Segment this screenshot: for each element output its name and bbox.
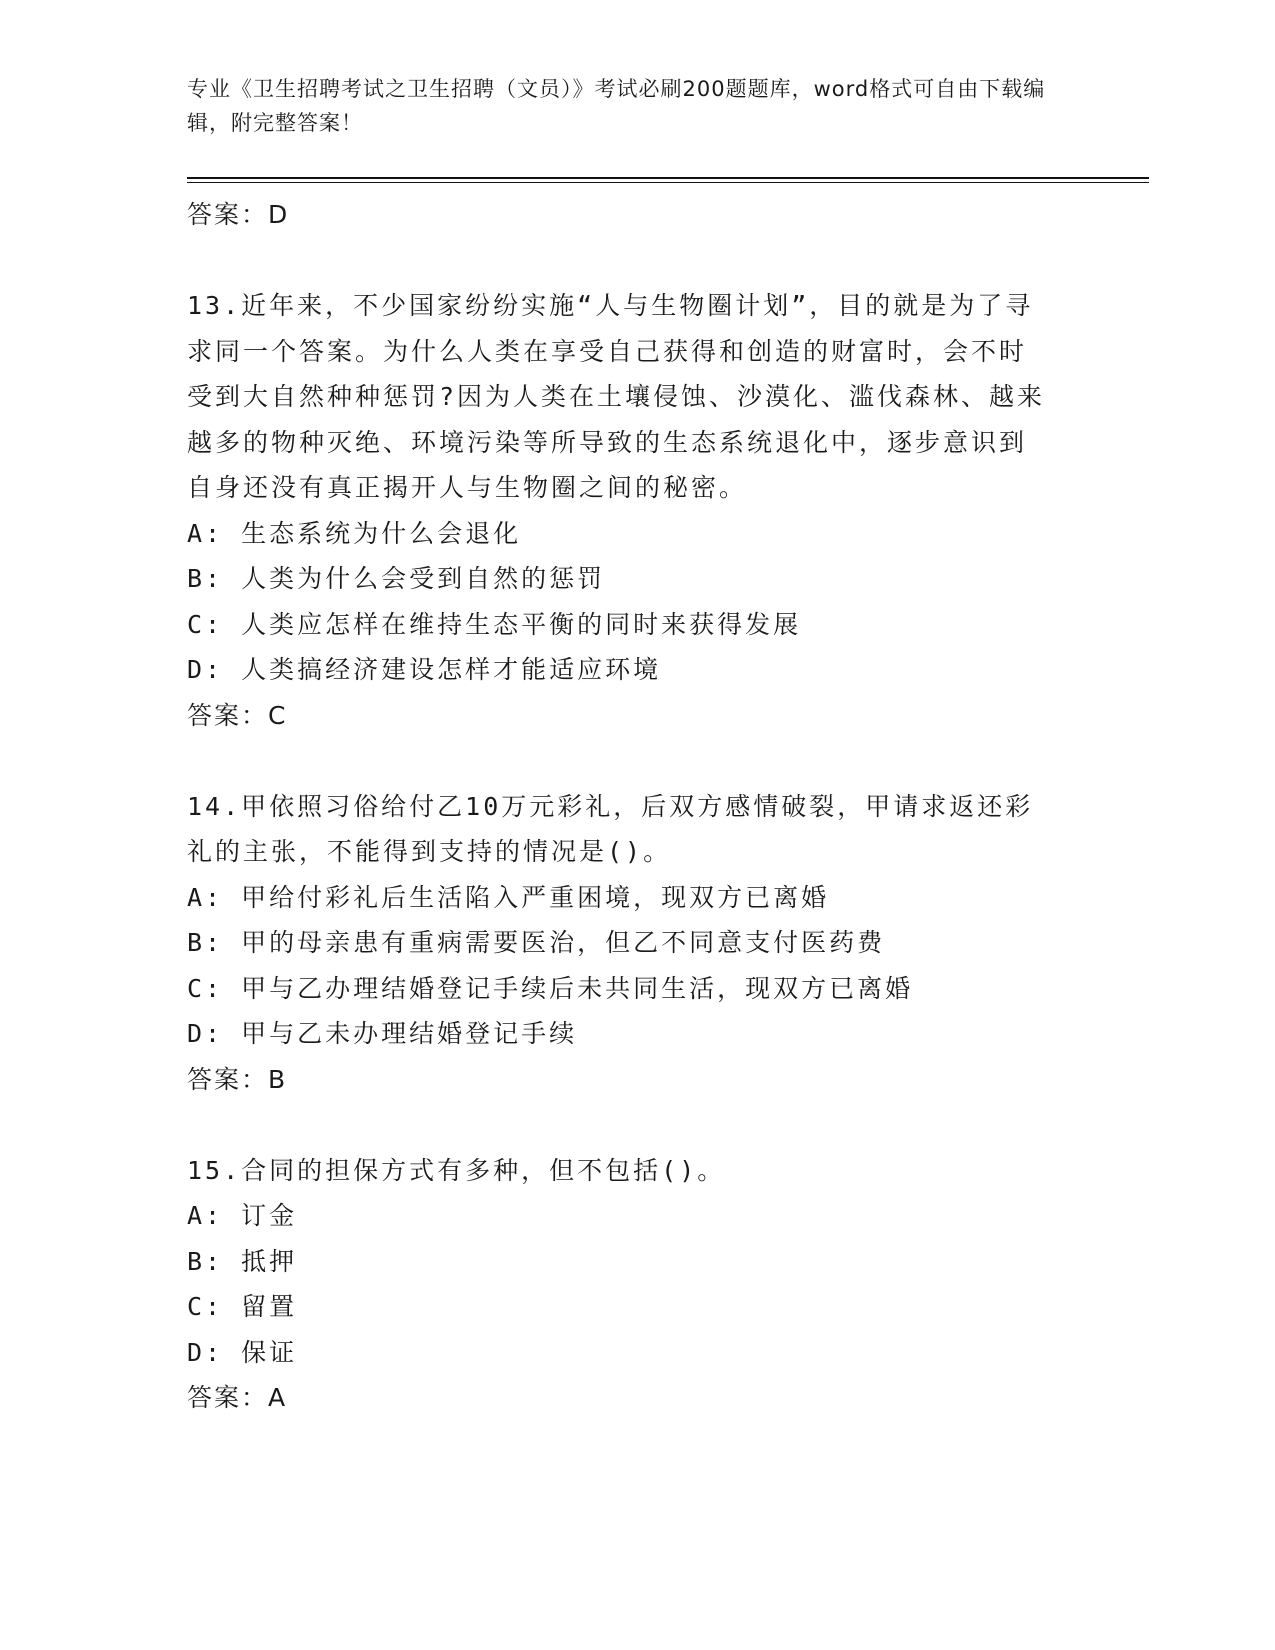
option-c: C: 人类应怎样在维持生态平衡的同时来获得发展 [187, 609, 802, 639]
answer-line: 答案：D [187, 200, 290, 229]
question-13 [187, 283, 1087, 738]
option-a: A: 生态系统为什么会退化 [187, 518, 522, 548]
answer-line: 答案：A [187, 1383, 288, 1412]
question-list [187, 192, 1087, 1421]
answer-line: 答案：C [187, 700, 288, 730]
question-stem-line: 受到大自然种种惩罚?因为人类在土壤侵蚀、沙漠化、滥伐森林、越来 [187, 382, 1046, 411]
question-15 [187, 1148, 1087, 1421]
answer-line: 答案：B [187, 1064, 288, 1094]
question-stem-line: 自身还没有真正揭开人与生物圈之间的秘密。 [187, 473, 748, 502]
question-stem-line: 14.甲依照习俗给付乙10万元彩礼，后双方感情破裂，甲请求返还彩 [187, 791, 1034, 821]
option-b: B: 抵押 [187, 1246, 298, 1276]
option-d: D: 保证 [187, 1337, 298, 1367]
header-divider-thin [187, 182, 1149, 183]
option-b: B: 人类为什么会受到自然的惩罚 [187, 564, 606, 593]
spacer [187, 738, 1087, 784]
option-d: D: 人类搞经济建设怎样才能适应环境 [187, 655, 662, 684]
spacer [187, 238, 1087, 284]
spacer [187, 1102, 1087, 1148]
option-d: D: 甲与乙未办理结婚登记手续 [187, 1019, 578, 1048]
question-14 [187, 784, 1087, 1103]
option-a: A: 甲给付彩礼后生活陷入严重困境，现双方已离婚 [187, 882, 830, 912]
question-stem-line: 求同一个答案。为什么人类在享受自己获得和创造的财富时，会不时 [187, 336, 1028, 366]
option-c: C: 留置 [187, 1292, 298, 1321]
question-stem-line: 礼的主张，不能得到支持的情况是()。 [187, 837, 672, 866]
header-divider-thick [187, 177, 1149, 179]
question-stem-line: 13.近年来，不少国家纷纷实施“人与生物圈计划”，目的就是为了寻 [187, 291, 1034, 320]
option-b: B: 甲的母亲患有重病需要医治，但乙不同意支付医药费 [187, 928, 886, 957]
option-c: C: 甲与乙办理结婚登记手续后未共同生活，现双方已离婚 [187, 973, 914, 1003]
document-header: 专业《卫生招聘考试之卫生招聘（文员）》考试必刷200题题库，word格式可自由下载编辑，附完整答案！ [187, 77, 1046, 135]
question-stem-line: 15.合同的担保方式有多种，但不包括()。 [187, 1155, 726, 1185]
option-a: A: 订金 [187, 1201, 298, 1230]
question-stem-line: 越多的物种灭绝、环境污染等所导致的生态系统退化中，逐步意识到 [187, 427, 1028, 457]
